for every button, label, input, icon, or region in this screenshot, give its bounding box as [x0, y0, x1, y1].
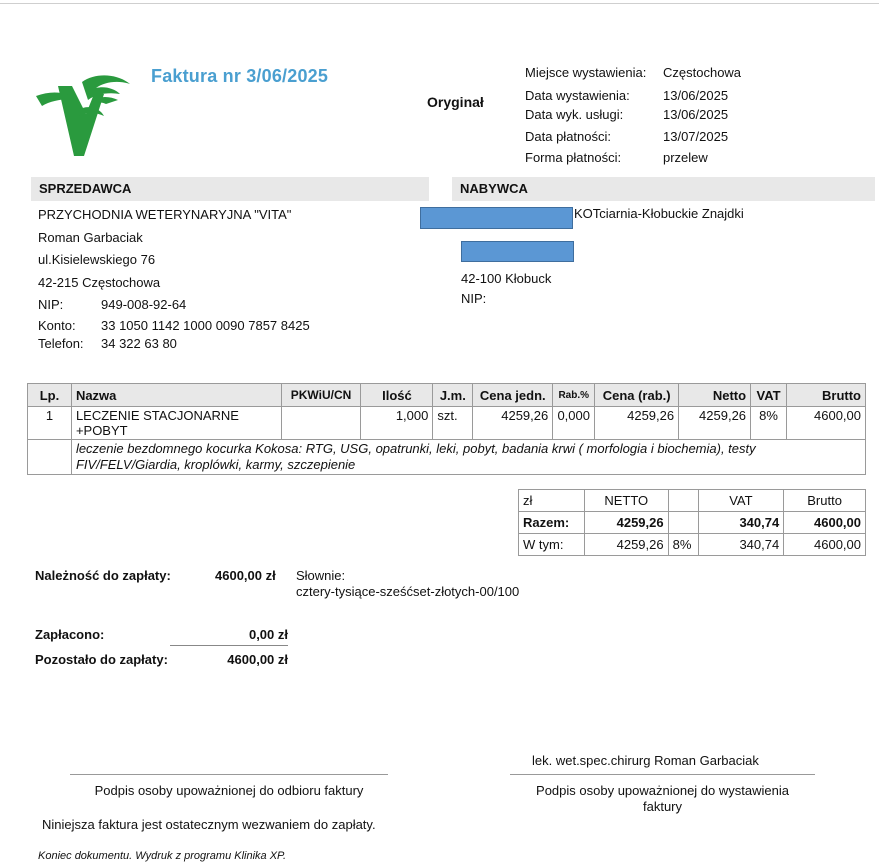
meta-row-payment-method — [525, 150, 785, 170]
cell-vat: 8% — [751, 407, 787, 440]
top-border-line — [0, 3, 879, 4]
cell-lp: 1 — [28, 407, 72, 440]
item-name-line2: +POBYT — [75, 423, 128, 438]
sum-col-vat: VAT — [698, 490, 784, 512]
receiver-signature-caption: Podpis osoby upoważnionej do odbioru faktury — [94, 783, 364, 798]
receiver-signature-line — [70, 774, 388, 775]
sum-currency: zł — [519, 490, 585, 512]
col-header: Lp. — [28, 384, 72, 407]
buyer-city: 42-100 Kłobuck — [461, 271, 552, 286]
seller-phone: 34 322 63 80 — [101, 336, 177, 351]
sum-total-rate — [668, 512, 698, 534]
cell-gross: 4600,00 — [787, 407, 866, 440]
cell-qty: 1,000 — [361, 407, 433, 440]
due-words: cztery-tysiące-sześćset-złotych-00/100 — [296, 584, 520, 599]
seller-account-label: Konto: — [38, 318, 76, 333]
meta-label: Data wystawienia: — [525, 88, 630, 103]
paid-underline — [170, 645, 288, 646]
seller-name: PRZYCHODNIA WETERYNARYJNA "VITA" — [38, 207, 292, 222]
table-header-row — [28, 384, 866, 407]
cell-unit: szt. — [433, 407, 473, 440]
meta-value: 13/07/2025 — [663, 129, 729, 144]
redaction-box — [420, 207, 573, 229]
cell-unit-price: 4259,26 — [473, 407, 553, 440]
seller-nip-label: NIP: — [38, 297, 64, 312]
col-header: Rab.% — [553, 384, 595, 407]
table-row-description — [28, 440, 866, 475]
issuer-signature-caption-line1: Podpis osoby upoważnionej do wystawienia — [536, 783, 789, 798]
meta-value: 13/06/2025 — [663, 107, 729, 122]
sum-incl-rate: 8% — [668, 534, 698, 556]
issuer-signature-line — [510, 774, 815, 775]
sum-col-net: NETTO — [584, 490, 668, 512]
sum-col-rate — [668, 490, 698, 512]
item-description: leczenie bezdomnego kocurka Kokosa: RTG, USG, opatrunki, leki, pobyt, badania krwi ( morfologia i biochemia), testy FIV/FELV/Giardia, kroplówki, karmy, szczepienie — [71, 440, 865, 475]
buyer-heading: NABYWCA — [452, 177, 875, 201]
redaction-box — [461, 241, 574, 262]
summary-table — [518, 489, 866, 556]
meta-row-service-date — [525, 107, 785, 127]
document-footer: Koniec dokumentu. Wydruk z programu Klinika XP. — [38, 850, 287, 862]
sum-incl-net: 4259,26 — [584, 534, 668, 556]
meta-row-place — [525, 65, 785, 85]
cell-pkwiu — [281, 407, 361, 440]
col-header: Netto — [679, 384, 751, 407]
col-header: Cena jedn. — [473, 384, 553, 407]
sum-incl-label: W tym: — [519, 534, 585, 556]
due-words-label: Słownie: — [296, 568, 346, 583]
seller-account: 33 1050 1142 1000 0090 7857 8425 — [101, 318, 310, 333]
summary-header-row — [519, 490, 866, 512]
meta-label: Miejsce wystawienia: — [525, 65, 647, 80]
meta-row-issue-date — [525, 88, 785, 108]
issuer-name: lek. wet.spec.chirurg Roman Garbaciak — [532, 753, 759, 768]
due-amount: 4600,00 zł — [215, 568, 276, 583]
invoice-title: Faktura nr 3/06/2025 — [151, 66, 329, 86]
item-name-line1: LECZENIE STACJONARNE — [75, 408, 239, 423]
summary-total-row — [519, 512, 866, 534]
cell-net: 4259,26 — [679, 407, 751, 440]
col-header: J.m. — [433, 384, 473, 407]
clinic-logo-icon — [34, 70, 134, 158]
col-header: Cena (rab.) — [595, 384, 679, 407]
cell-price-after: 4259,26 — [595, 407, 679, 440]
sum-col-gross: Brutto — [784, 490, 866, 512]
seller-phone-label: Telefon: — [38, 336, 84, 351]
cell-name — [71, 407, 281, 440]
meta-row-payment-date — [525, 129, 785, 149]
buyer-nip-label: NIP: — [461, 291, 487, 306]
sum-incl-vat: 340,74 — [698, 534, 784, 556]
meta-label: Forma płatności: — [525, 150, 622, 165]
sum-incl-gross: 4600,00 — [784, 534, 866, 556]
col-header: PKWiU/CN — [281, 384, 361, 407]
remaining-amount: 4600,00 zł — [227, 652, 288, 667]
sum-total-gross: 4600,00 — [784, 512, 866, 534]
col-header: VAT — [751, 384, 787, 407]
paid-amount: 0,00 zł — [248, 627, 288, 642]
sum-total-label: Razem: — [519, 512, 585, 534]
remaining-label: Pozostało do zapłaty: — [35, 652, 168, 667]
col-header: Brutto — [787, 384, 866, 407]
seller-heading: SPRZEDAWCA — [31, 177, 429, 201]
paid-label: Zapłacono: — [35, 627, 105, 642]
seller-street: ul.Kisielewskiego 76 — [38, 252, 156, 267]
meta-value: przelew — [663, 150, 708, 165]
meta-value: Częstochowa — [663, 65, 742, 80]
seller-person: Roman Garbaciak — [38, 230, 143, 245]
final-notice: Niniejsza faktura jest ostatecznym wezwaniem do zapłaty. — [42, 817, 376, 832]
original-label: Oryginał — [427, 94, 484, 110]
cell-empty — [28, 440, 72, 475]
meta-value: 13/06/2025 — [663, 88, 729, 103]
meta-label: Data płatności: — [525, 129, 611, 144]
col-header: Ilość — [361, 384, 433, 407]
issuer-signature-caption-line2: faktury — [642, 799, 682, 814]
sum-total-vat: 340,74 — [698, 512, 784, 534]
table-row — [28, 407, 866, 440]
buyer-name: KOTciarnia-Kłobuckie Znajdki — [574, 206, 744, 221]
summary-incl-row — [519, 534, 866, 556]
cell-discount: 0,000 — [553, 407, 595, 440]
due-label: Należność do zapłaty: — [35, 568, 171, 583]
seller-nip: 949-008-92-64 — [101, 297, 187, 312]
sum-total-net: 4259,26 — [584, 512, 668, 534]
meta-label: Data wyk. usługi: — [525, 107, 624, 122]
col-header: Nazwa — [71, 384, 281, 407]
seller-city: 42-215 Częstochowa — [38, 275, 161, 290]
items-table — [27, 383, 866, 475]
